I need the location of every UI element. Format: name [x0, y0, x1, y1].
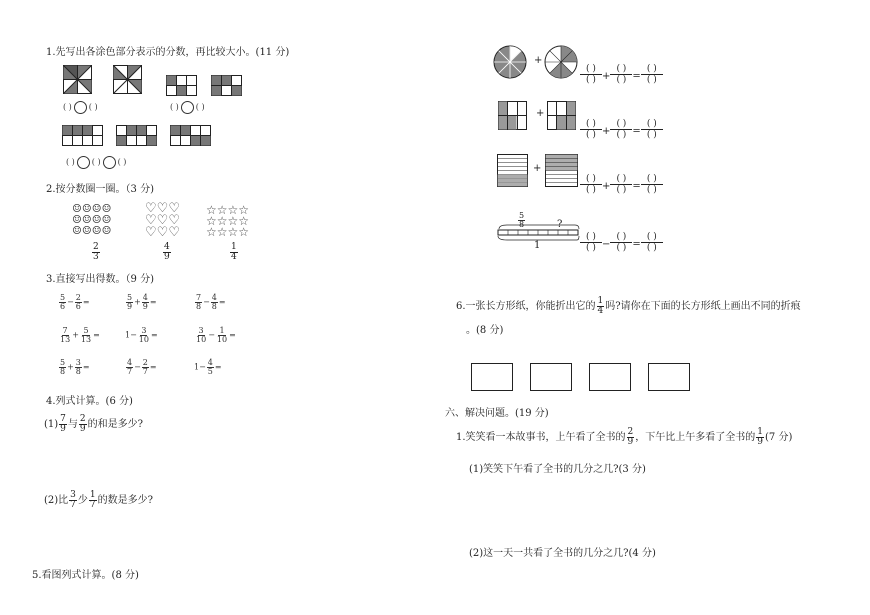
q3-problem[interactable]: $\frac{5}{8}$ + $\frac{3}{8}$ =	[60, 358, 90, 376]
answer-blank[interactable]: ( )	[88, 102, 98, 112]
plus-sign: +	[536, 108, 545, 119]
paper-rect-3[interactable]	[589, 363, 631, 391]
q2-group-star[interactable]	[206, 205, 249, 238]
q3-problem[interactable]: $\frac{5}{6}$ − $\frac{2}{6}$ =	[60, 293, 90, 311]
shape-stripes-a	[498, 155, 528, 187]
q3-problem[interactable]: $\frac{4}{7}$ − $\frac{2}{7}$ =	[127, 358, 157, 376]
plus-sign: +	[534, 55, 543, 66]
q3-problem[interactable]: $\frac{7}{13}$ + $\frac{5}{13}$ =	[60, 326, 100, 344]
q2-group-heart[interactable]	[145, 203, 180, 239]
q1-row2-figures	[62, 125, 212, 151]
q3-problem[interactable]: $\frac{7}{8}$ − $\frac{4}{8}$ =	[196, 293, 226, 311]
shape-pie-2	[545, 46, 577, 78]
line-question: ?	[557, 219, 563, 230]
section6-sub-1: (1)笑笑下午看了全书的几分之几?(3 分)	[469, 464, 646, 475]
q4-problem-2: (2)比 $\frac{3}{7}$ 少 $\frac{1}{7}$ 的数是多少?	[44, 490, 154, 510]
q1-title: 1.先写出各涂色部分表示的分数，再比较大小。(11 分)	[46, 47, 290, 58]
q5-equation-row[interactable]: ( ) ( ) + ( ) ( ) = ( ) ( )	[580, 64, 663, 85]
answer-blank[interactable]: ( )	[117, 157, 127, 167]
section6-problem-1: 1.笑笑看一本故事书，上午看了全书的 $\frac{2}{9}$ ，下午比上午多看了全书的 $\frac{1}{9}$ (7 分)	[456, 427, 793, 447]
q3-problem[interactable]: 1− $\frac{4}{5}$ =	[194, 358, 222, 376]
q1-row1-answer-b	[170, 101, 205, 114]
shape-rect-b	[548, 102, 576, 130]
q6-title: 6.一张长方形纸，你能折出它的 $\frac{1}{4}$ 吗?请你在下面的长方形纸上画出不同的折痕	[456, 296, 801, 316]
star-icon: ☆☆☆☆ ☆☆☆☆ ☆☆☆☆	[206, 203, 250, 239]
q2-frac-2: $\frac{4}{9}$	[164, 242, 170, 262]
plus-sign: +	[533, 163, 542, 174]
shape-grid-2	[212, 76, 242, 96]
q5-equation-row[interactable]: ( ) ( ) − ( ) ( ) = ( ) ( )	[580, 232, 663, 253]
shape-rect-a	[499, 102, 527, 130]
shape-stripes-b	[546, 155, 578, 187]
paper-rect-2[interactable]	[530, 363, 572, 391]
q1-row2-answers	[66, 156, 126, 169]
compare-circle[interactable]	[103, 156, 116, 169]
q2-frac-3: $\frac{1}{4}$	[231, 242, 237, 262]
section6-title: 六、解决问题。(19 分)	[445, 408, 549, 419]
q2-frac-1: $\frac{2}{3}$	[93, 242, 99, 262]
q6-title-line2: 。(8 分)	[466, 325, 504, 336]
q3-title: 3.直接写出得数。（9 分)	[46, 274, 154, 285]
q1-row1-answer-a	[63, 101, 98, 114]
shape-pie-1	[494, 46, 526, 78]
q5-equation-row[interactable]: ( ) ( ) + ( ) ( ) = ( ) ( )	[580, 119, 663, 140]
q2-title: 2.按分数圈一圈。（3 分)	[46, 184, 154, 195]
section6-sub-2: (2)这一天一共看了全书的几分之几?(4 分)	[469, 548, 656, 559]
heart-icon: ♡♡♡ ♡♡♡ ♡♡♡	[145, 201, 180, 240]
q5-title: 5.看图列式计算。(8 分)	[32, 570, 139, 581]
paper-rect-4[interactable]	[648, 363, 690, 391]
shape-square-1	[64, 66, 92, 94]
q3-problem[interactable]: $\frac{5}{9}$ + $\frac{4}{9}$ =	[127, 293, 157, 311]
q2-group-smiley[interactable]	[72, 203, 112, 236]
answer-blank[interactable]: ( )	[91, 157, 101, 167]
compare-circle[interactable]	[74, 101, 87, 114]
answer-blank[interactable]: ( )	[170, 102, 179, 112]
q4-title: 4.列式计算。(6 分)	[46, 396, 133, 407]
line-top-frac: $\frac{5}{8}$	[519, 211, 525, 229]
q4-problem-1: (1) $\frac{7}{9}$ 与 $\frac{2}{9}$ 的和是多少?	[44, 414, 144, 434]
shape-grid-1	[167, 76, 197, 96]
line-total: 1	[534, 240, 541, 251]
answer-blank[interactable]: ( )	[63, 102, 72, 112]
q3-problem[interactable]: $\frac{3}{10}$ − $\frac{1}{10}$ =	[196, 326, 236, 344]
q5-equation-row[interactable]: ( ) ( ) + ( ) ( ) = ( ) ( )	[580, 174, 663, 195]
paper-rect-1[interactable]	[471, 363, 513, 391]
q3-problem[interactable]: 1− $\frac{3}{10}$ =	[125, 326, 158, 344]
compare-circle[interactable]	[181, 101, 194, 114]
shape-grid-4	[117, 126, 157, 146]
shape-grid-5	[171, 126, 211, 146]
answer-blank[interactable]: ( )	[66, 157, 75, 167]
shape-square-2	[114, 66, 142, 94]
shape-grid-3	[63, 126, 103, 146]
q1-row1-figures	[63, 65, 243, 99]
compare-circle[interactable]	[77, 156, 90, 169]
answer-blank[interactable]: ( )	[195, 102, 205, 112]
smiley-icon: ☺☺☺☺ ☺☺☺☺ ☺☺☺☺	[72, 202, 112, 237]
